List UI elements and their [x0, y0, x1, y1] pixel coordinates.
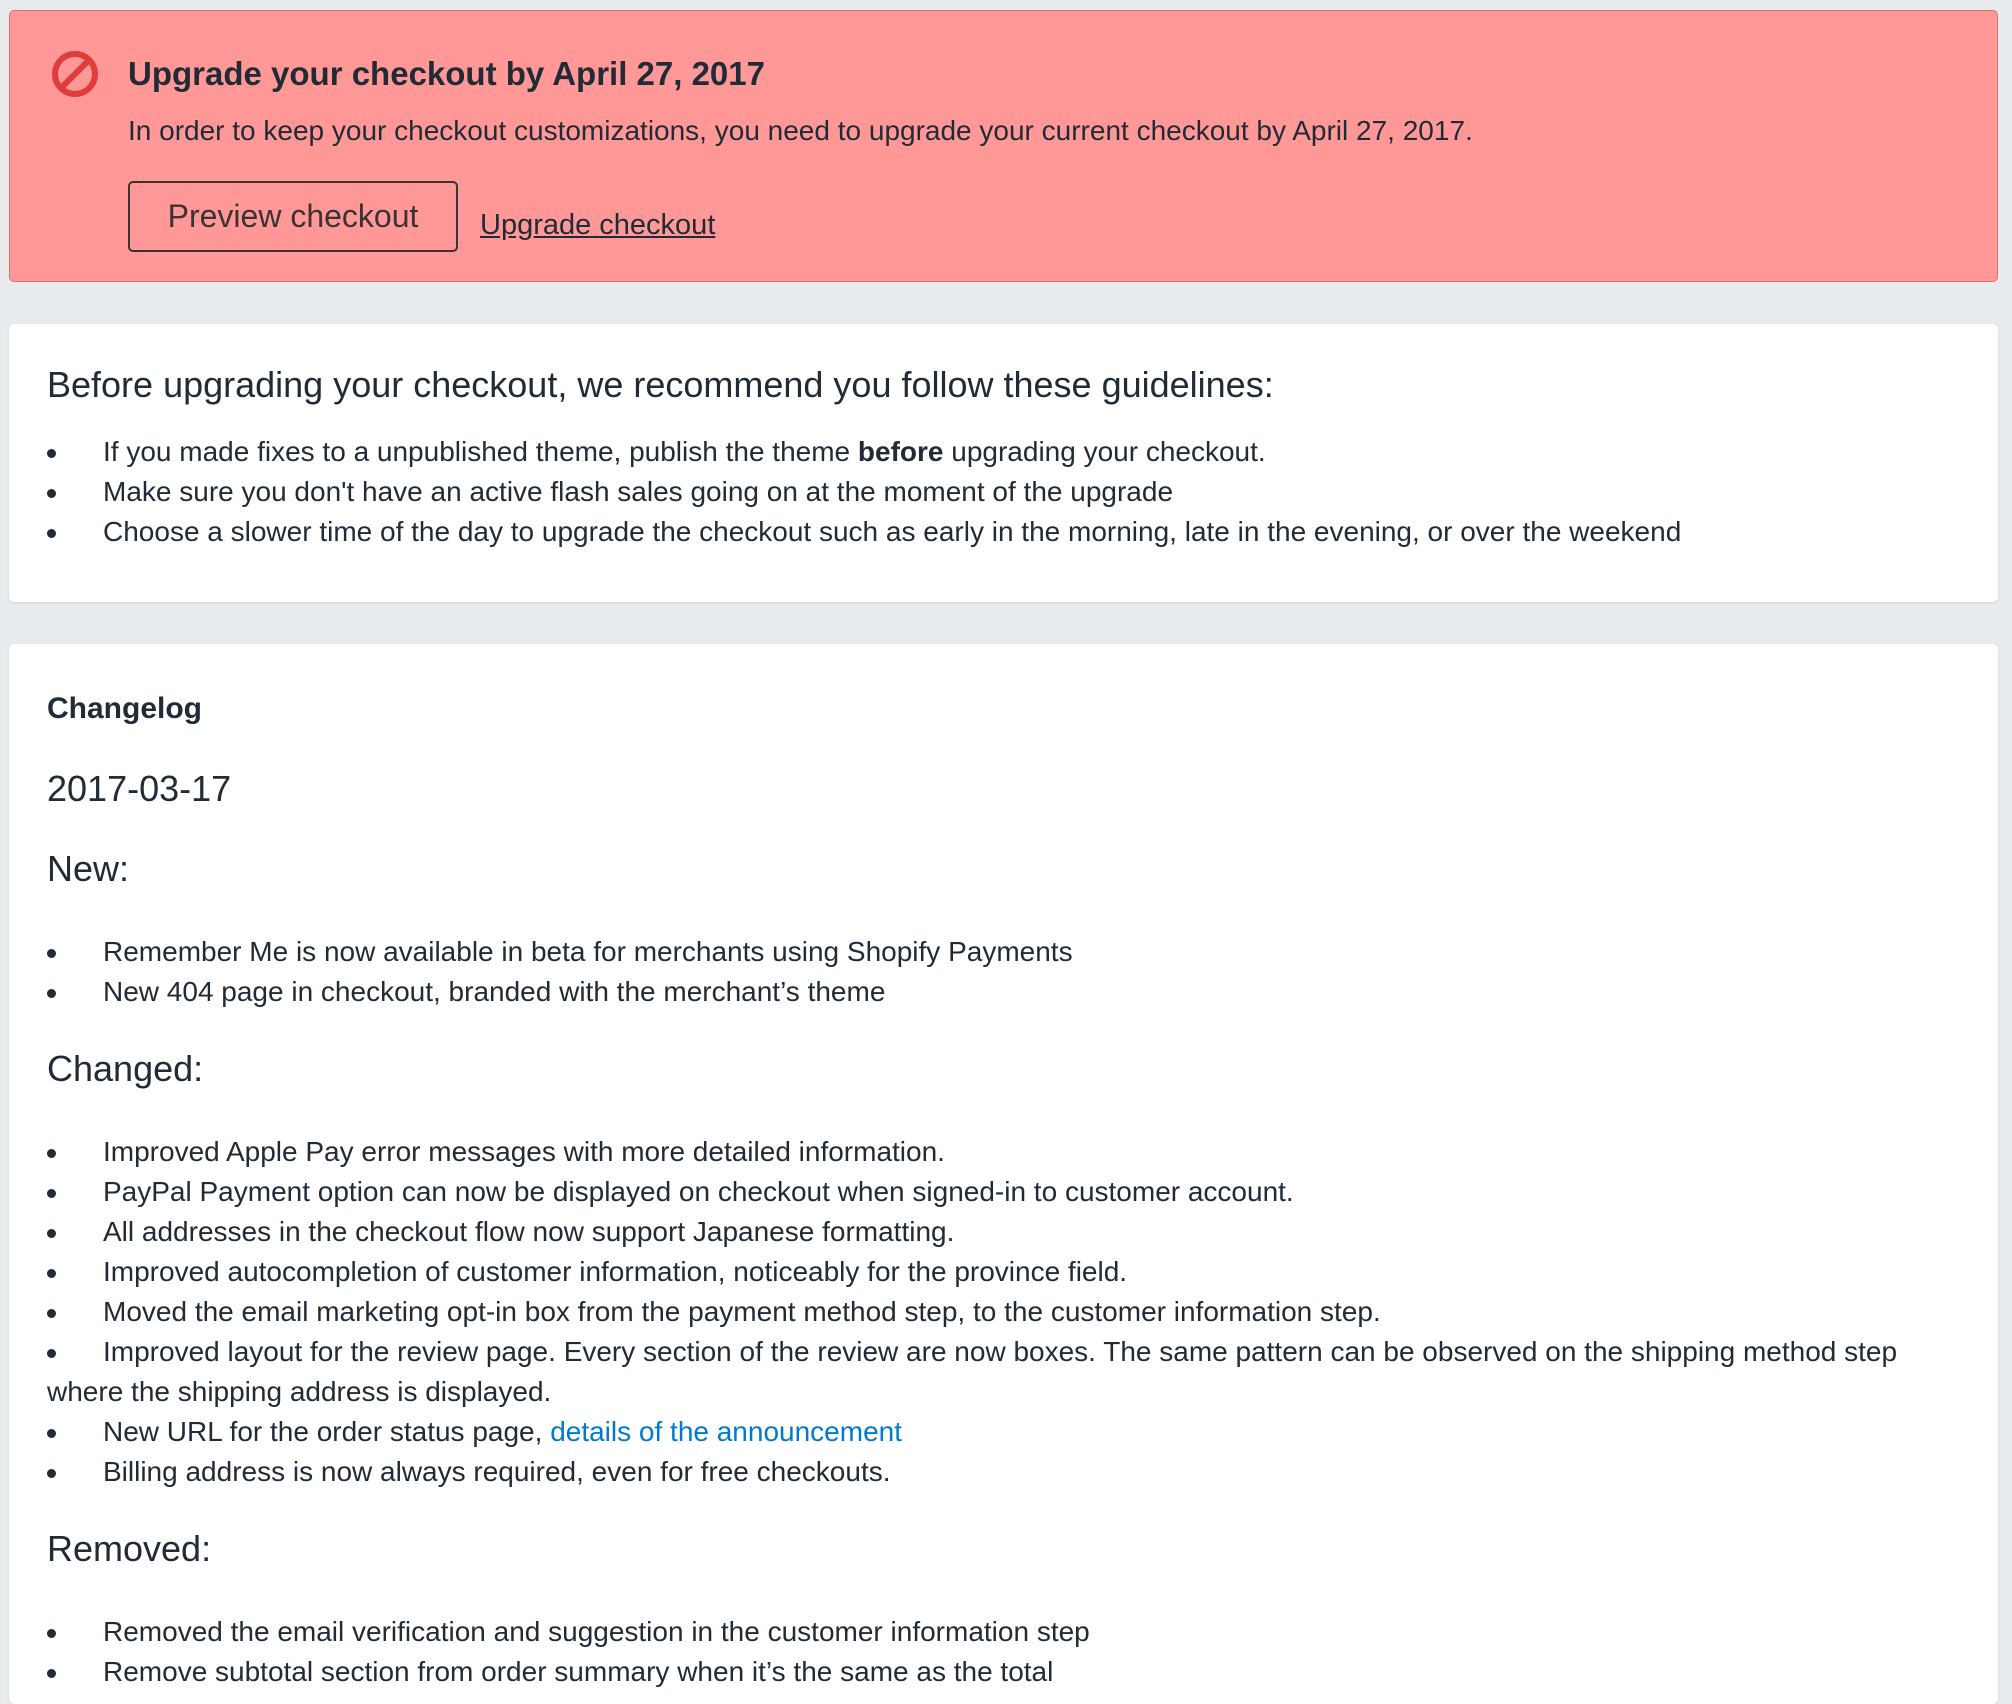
list-item: Removed the email verification and suggestion in the customer information step [47, 1612, 1967, 1652]
list-item: PayPal Payment option can now be displayed on checkout when signed-in to customer account. [47, 1172, 1967, 1212]
new-heading: New: [47, 848, 130, 889]
changed-heading: Changed: [47, 1048, 204, 1089]
guidelines-list [47, 432, 1967, 552]
removed-list [47, 1612, 1967, 1692]
changed-list [47, 1132, 1967, 1492]
banner-message: In order to keep your checkout customizations, you need to upgrade your current checkout by April 27, 2017. [128, 115, 1473, 146]
changelog-title: Changelog [47, 692, 202, 725]
list-item: Make sure you don't have an active flash sales going on at the moment of the upgrade [47, 472, 1967, 512]
banner-title: Upgrade your checkout by April 27, 2017 [128, 55, 765, 92]
list-item: Remove subtotal section from order summary when it’s the same as the total [47, 1652, 1967, 1692]
list-item: Remember Me is now available in beta for merchants using Shopify Payments [47, 932, 1967, 972]
list-item: All addresses in the checkout flow now support Japanese formatting. [47, 1212, 1967, 1252]
upgrade-checkout-link[interactable]: Upgrade checkout [480, 209, 716, 241]
list-item: Moved the email marketing opt-in box from the payment method step, to the customer information step. [47, 1292, 1967, 1332]
preview-checkout-button[interactable]: Preview checkout [128, 181, 458, 252]
list-item: Improved autocompletion of customer information, noticeably for the province field. [47, 1252, 1967, 1292]
list-item: New URL for the order status page, details of the announcement [47, 1412, 1967, 1452]
list-item: New 404 page in checkout, branded with the merchant’s theme [47, 972, 1967, 1012]
removed-heading: Removed: [47, 1528, 212, 1569]
list-item: If you made fixes to a unpublished theme, publish the theme before upgrading your checkout. [47, 432, 1967, 472]
changelog-card [9, 644, 1998, 1704]
announcement-details-link[interactable]: details of the announcement [550, 1416, 902, 1447]
guidelines-heading: Before upgrading your checkout, we recommend you follow these guidelines: [47, 364, 1274, 405]
guidelines-card [9, 324, 1998, 602]
list-item: Improved layout for the review page. Every section of the review are now boxes. The same pattern can be observed on the shipping method step where the shipping address is displayed. [47, 1332, 1967, 1412]
changelog-date: 2017-03-17 [47, 768, 232, 809]
new-list [47, 932, 1967, 1012]
list-item: Improved Apple Pay error messages with more detailed information. [47, 1132, 1967, 1172]
upgrade-warning-banner [9, 10, 1998, 282]
list-item: Billing address is now always required, even for free checkouts. [47, 1452, 1967, 1492]
list-item: Choose a slower time of the day to upgrade the checkout such as early in the morning, late in the evening, or over the weekend [47, 512, 1967, 552]
prohibited-icon [50, 49, 100, 99]
